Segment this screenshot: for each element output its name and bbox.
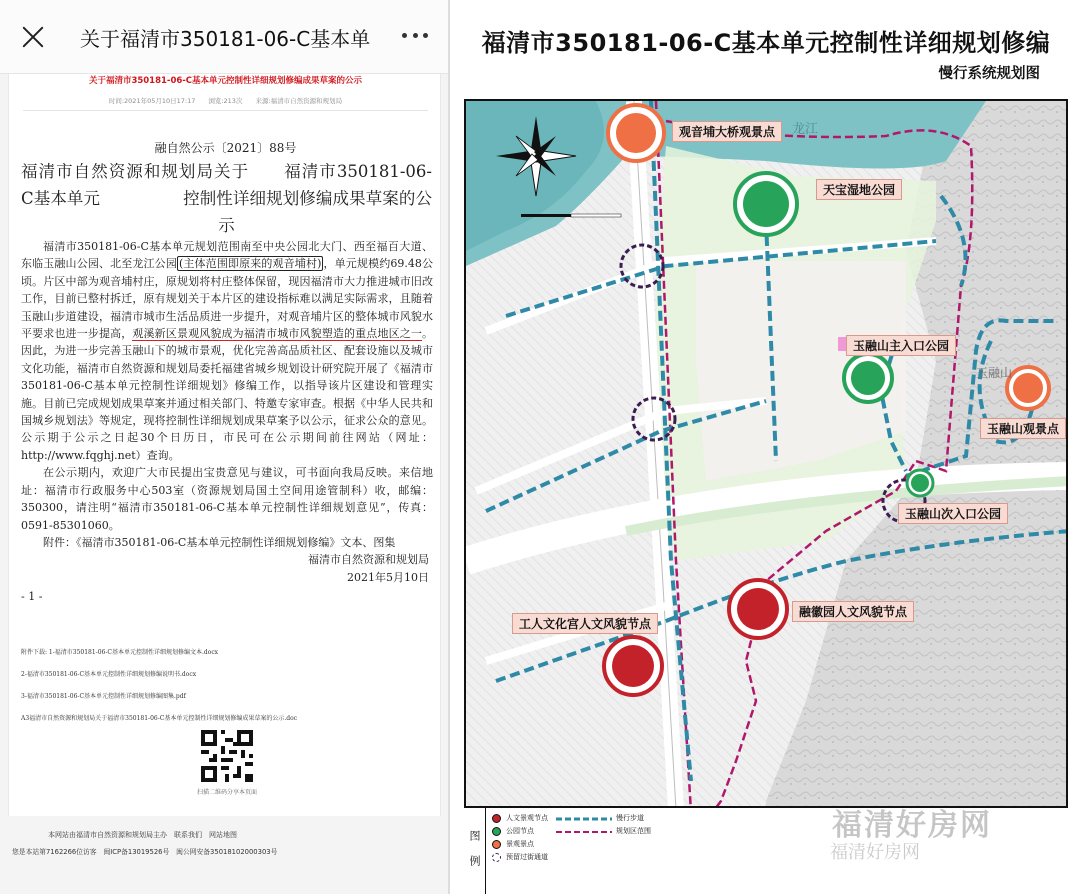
- legend-culture-node: 人文景观节点: [506, 814, 548, 822]
- label-tianbao: 天宝湿地公园: [816, 179, 902, 200]
- crossing-icon: [492, 853, 501, 862]
- footer-info: 您是本站第7162266位访客 闽ICP备13019526号 闽公网安备35018102000303号: [12, 848, 278, 856]
- attachment-link[interactable]: 附件下载: 1-福清市350181-06-C基本单元控制性详细规划修编文本.docx: [21, 649, 219, 656]
- legend-park-node: 公园节点: [506, 827, 534, 835]
- attachment-list: [21, 642, 433, 730]
- legend-boundary: 规划区范围: [616, 827, 651, 835]
- view-point-icon: [492, 840, 501, 849]
- article-headline: 关于福清市350181-06-C基本单元控制性详细规划修编成果草案的公示: [88, 76, 363, 86]
- label-workers: 工人文化宫人文风貌节点: [512, 613, 658, 634]
- document-body: [21, 238, 433, 606]
- paragraph-text: 福清市350181-06-C基本单元规划范围南至中央公园北大门、西至福百大道、东临玉融山公园、北至龙江公园: [21, 240, 433, 271]
- label-yurong-main: 玉融山主入口公园: [846, 335, 956, 356]
- river-label: 龙江: [792, 122, 819, 137]
- legend-view-point: 景观景点: [506, 840, 534, 848]
- document-title-line: 示: [218, 216, 235, 235]
- label-guanyinpu: 观音埔大桥观景点: [672, 121, 782, 142]
- map-title: 福清市350181-06-C基本单元控制性详细规划修编: [481, 29, 1051, 57]
- map-sheet: [448, 0, 1080, 894]
- map-subtitle: 慢行系统规划图: [938, 66, 1040, 82]
- view-point-node: [608, 105, 664, 161]
- paragraph-1: [21, 238, 433, 464]
- qr-caption: 扫描二维码分享本页面: [196, 789, 257, 796]
- map-frame: [464, 99, 1068, 894]
- highlight-underline-text: 观溪新区景观风貌成为福清市城市风貌塑造的重点地区之一: [132, 327, 422, 341]
- document-number: 融自然公示〔2021〕88号: [154, 141, 297, 155]
- label-yurong-view: 玉融山观景点: [980, 418, 1066, 439]
- document-title-line: 福清市自然资源和规划局关于 福清市350181-06-: [21, 162, 432, 181]
- attachment-line: 附件：《福清市350181-06-C基本单元控制性详细规划修编》文本、图集: [43, 535, 396, 549]
- greenway-line-icon: [556, 816, 612, 822]
- signature-date: 2021年5月10日: [347, 570, 429, 584]
- more-options-icon[interactable]: [402, 28, 428, 42]
- footer-links[interactable]: 本网站由福清市自然资源和规划局主办 联系我们 网站地图: [48, 831, 237, 839]
- header-title: 关于福清市350181-06-C基本单: [80, 27, 370, 51]
- park-node: [735, 173, 797, 235]
- qr-code-icon: [201, 730, 253, 782]
- highlight-box-text: (主体范围即原来的观音埔村): [178, 257, 322, 271]
- legend-title: 图例: [464, 808, 486, 894]
- view-point-node: [1007, 367, 1049, 409]
- paragraph-2: 在公示期内，欢迎广大市民提出宝贵意见与建议，可书面向我局反映。来信地址：福清市行政服务中心503室（资源规划局国土空间用途管制科）收，邮编：350300，请注明“福清市350181-06-C基本单元控制性详细规划意见”，传真：0591-85301060。: [21, 466, 433, 532]
- label-yurong-sub: 玉融山次入口公园: [898, 503, 1008, 524]
- park-node-icon: [492, 827, 501, 836]
- webview-header: [0, 0, 448, 74]
- document-title: [21, 158, 432, 239]
- culture-node: [604, 637, 662, 695]
- scale-bar: [521, 214, 621, 217]
- paragraph-text: ，单元规模约69.48公顷。片区中部为观音埔村庄，原规划将村庄整体保留，现因福清市大力推进城市旧改工作，目前已整村拆迁，原有规划关于本片区的建设指标难以满足实际需求，且随着玉融山步道建设，福清市城市生活品质进一步提升，对观音埔片区的整体城市风貌水平要求也进一步提高，: [21, 257, 433, 341]
- article-meta: 时间:2021年05月10日17:17 浏览:213次 来源:福清市自然资源和规划局: [23, 96, 428, 111]
- culture-node: [729, 580, 787, 638]
- legend-crossing: 预留过街通道: [506, 853, 548, 861]
- document-title-line: C基本单元 控制性详细规划修编成果草案的公: [21, 189, 432, 208]
- close-icon[interactable]: [18, 22, 48, 52]
- page-number: - 1 -: [21, 590, 43, 604]
- attachment-link[interactable]: A3福清市自然资源和规划局关于福清市350181-06-C基本单元控制性详细规划修编成果草案的公示.doc: [21, 715, 298, 722]
- attachment-link[interactable]: 3-福清市350181-06-C基本单元控制性详细规划修编图集.pdf: [21, 693, 186, 700]
- article-body: [8, 74, 441, 816]
- park-node: [907, 470, 933, 496]
- label-rongzheng: 融徽园人文风貌节点: [792, 601, 914, 622]
- attachment-link[interactable]: 2-福清市350181-06-C基本单元控制性详细规划修编说明书.docx: [21, 671, 197, 678]
- signature-org: 福清市自然资源和规划局: [308, 553, 429, 567]
- watermark: 福清好房网: [832, 808, 992, 843]
- legend-greenway: 慢行步道: [616, 814, 644, 822]
- site-footer: [8, 820, 441, 882]
- culture-node-icon: [492, 814, 501, 823]
- map-drawing: [466, 101, 1068, 894]
- paragraph-text: 。因此，为进一步完善玉融山下的城市景观，优化完善高品质社区、配套设施以及城市文化功能，福清市自然资源和规划局委托福建省城乡规划设计研究院开展了《福清市350181-06-C基本单元控制性详细规划》修编工作，以指导该片区建设和管理实施。目前已完成规划成果草案并通过相关部门、特邀专家审查。根据《中华人民共和国城乡规划法》等规定，现将控制性详细规划成果草案予以公示，征求公众的意见。公示期于公示之日起30个日历日，市民可在公示期间前往网站（网址：http://www.fqghj.net）查询。: [21, 327, 433, 462]
- boundary-line-icon: [556, 829, 612, 835]
- park-node: [844, 354, 892, 402]
- watermark-sub: 福清好房网: [830, 842, 920, 863]
- phone-webview: [0, 0, 448, 894]
- mountain-label: 玉融山: [976, 366, 1013, 380]
